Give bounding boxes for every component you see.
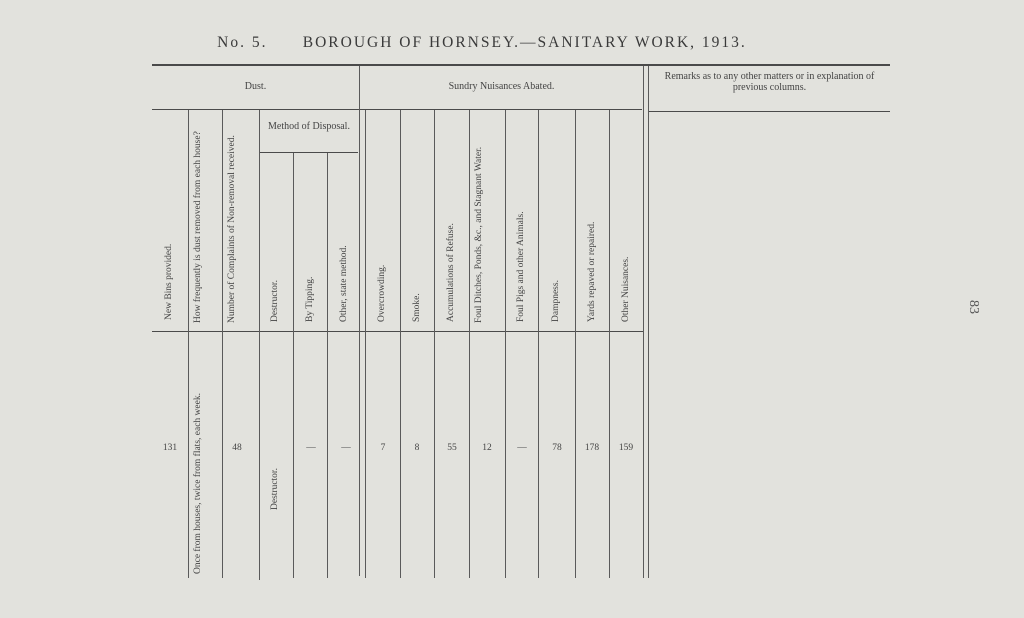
col-divider	[327, 153, 328, 578]
col-pigs: Foul Pigs and other Animals.	[516, 211, 526, 322]
col-divider	[188, 110, 189, 578]
dust-sundry-divider	[359, 66, 360, 576]
col-tipping: By Tipping.	[305, 276, 315, 322]
value-pigs: —	[517, 443, 527, 453]
sundry-header: Sundry Nuisances Abated.	[448, 81, 555, 92]
col-frequency: How frequently is dust removed from each house?	[193, 131, 203, 323]
col-divider	[609, 110, 610, 578]
col-dampness: Dampness.	[551, 280, 561, 322]
value-complaints: 48	[232, 443, 242, 453]
dust-header: Dust.	[244, 81, 267, 92]
value-overcrowding: 7	[380, 443, 386, 453]
remarks-divider	[648, 66, 649, 578]
value-new-bins: 131	[162, 443, 178, 453]
col-divider	[538, 110, 539, 578]
col-yards: Yards repaved or repaired.	[587, 221, 597, 322]
remarks-header: Remarks as to any other matters or in explanation of previous columns.	[664, 71, 875, 93]
col-refuse: Accumulations of Refuse.	[446, 223, 456, 322]
col-divider	[505, 110, 506, 578]
col-overcrowding: Overcrowding.	[377, 264, 387, 322]
col-divider	[365, 110, 366, 578]
col-other-method: Other, state method.	[339, 245, 349, 322]
remarks-rule	[648, 111, 890, 112]
value-frequency: Once from houses, twice from flats, each week.	[193, 393, 203, 574]
value-other-nuisances: 159	[618, 443, 634, 453]
col-divider	[400, 110, 401, 578]
sundry-remarks-divider	[643, 66, 644, 578]
col-divider	[293, 153, 294, 578]
report-number: No. 5.	[217, 34, 268, 51]
col-destructor: Destructor.	[270, 280, 280, 322]
header-bottom-rule	[152, 331, 644, 332]
method-rule	[260, 152, 358, 153]
col-new-bins: New Bins provided.	[164, 243, 174, 320]
col-divider	[259, 110, 260, 580]
group-rule	[152, 109, 642, 110]
page-title	[0, 34, 964, 52]
col-other-nuisances: Other Nuisances.	[621, 256, 631, 322]
value-dampness: 78	[552, 443, 562, 453]
method-header: Method of Disposal.	[268, 121, 350, 132]
col-divider	[469, 110, 470, 578]
col-complaints: Number of Complaints of Non-removal received.	[227, 135, 237, 323]
value-yards: 178	[584, 443, 600, 453]
value-ditches: 12	[482, 443, 492, 453]
col-divider	[575, 110, 576, 578]
col-smoke: Smoke.	[412, 293, 422, 322]
col-divider	[434, 110, 435, 578]
value-smoke: 8	[414, 443, 420, 453]
value-other-method: —	[341, 443, 351, 453]
value-destructor: Destructor.	[270, 468, 280, 510]
col-divider	[222, 110, 223, 578]
page-number: 83	[966, 300, 981, 314]
value-tipping: —	[306, 443, 316, 453]
col-ditches: Foul Ditches, Ponds, &c., and Stagnant Water.	[474, 146, 484, 323]
value-refuse: 55	[447, 443, 457, 453]
report-title: BOROUGH OF HORNSEY.—SANITARY WORK, 1913.	[302, 34, 747, 51]
top-rule	[152, 64, 890, 66]
